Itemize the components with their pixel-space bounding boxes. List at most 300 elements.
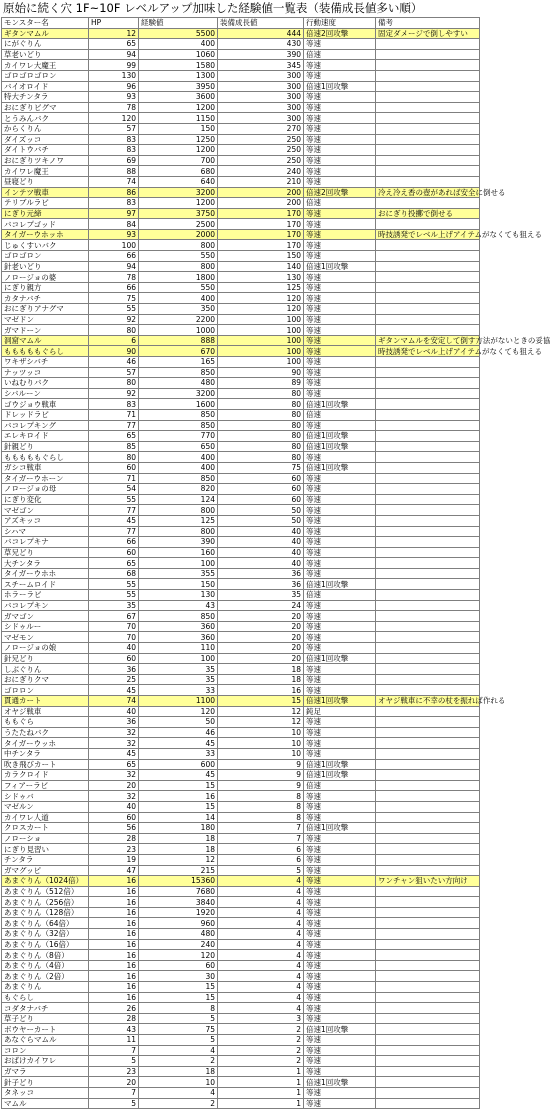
experience-table	[1, 17, 550, 1109]
cell-note	[376, 92, 480, 103]
table-row	[2, 229, 480, 240]
cell-exp: 1200	[139, 198, 218, 209]
cell-growth: 8	[218, 812, 304, 823]
cell-note	[376, 907, 480, 918]
cell-growth: 90	[218, 367, 304, 378]
cell-hp: 83	[89, 198, 139, 209]
cell-growth: 89	[218, 378, 304, 389]
cell-exp: 2200	[139, 314, 218, 325]
table-row	[2, 113, 480, 124]
cell-note	[376, 272, 480, 283]
cell-note	[376, 431, 480, 442]
cell-speed: 等速	[304, 229, 376, 240]
cell-exp: 130	[139, 590, 218, 601]
cell-note	[376, 833, 480, 844]
table-row	[2, 272, 480, 283]
table-row	[2, 674, 480, 685]
cell-growth: 10	[218, 727, 304, 738]
cell-hp: 16	[89, 971, 139, 982]
cell-monster-name: あまぐりん（32倍）	[2, 929, 89, 940]
header-exp: 経験値	[139, 18, 218, 29]
cell-growth: 120	[218, 304, 304, 315]
cell-speed: 等速	[304, 515, 376, 526]
cell-hp: 16	[89, 886, 139, 897]
cell-monster-name: ゴロロン	[2, 685, 89, 696]
cell-growth: 80	[218, 420, 304, 431]
cell-monster-name: ノロージョの娘	[2, 643, 89, 654]
cell-hp: 60	[89, 462, 139, 473]
cell-growth: 345	[218, 60, 304, 71]
cell-growth: 18	[218, 674, 304, 685]
cell-monster-name: ノロージョの母	[2, 484, 89, 495]
cell-exp: 1100	[139, 696, 218, 707]
cell-growth: 250	[218, 134, 304, 145]
cell-note	[376, 49, 480, 60]
cell-growth: 100	[218, 346, 304, 357]
cell-exp: 5	[139, 1035, 218, 1046]
cell-monster-name: からくりん	[2, 123, 89, 134]
table-row	[2, 441, 480, 452]
cell-note	[376, 865, 480, 876]
cell-note: 固定ダメージで倒しやすい	[376, 28, 480, 39]
cell-growth: 40	[218, 537, 304, 548]
cell-note	[376, 134, 480, 145]
table-row	[2, 81, 480, 92]
cell-speed: 等速	[304, 738, 376, 749]
cell-note	[376, 81, 480, 92]
cell-growth: 50	[218, 505, 304, 516]
cell-speed: 倍速2回攻撃	[304, 187, 376, 198]
table-row	[2, 823, 480, 834]
cell-speed: 等速	[304, 558, 376, 569]
cell-growth: 210	[218, 176, 304, 187]
cell-exp: 30	[139, 971, 218, 982]
cell-note: おにぎり投擲で倒せる	[376, 208, 480, 219]
cell-hp: 32	[89, 727, 139, 738]
cell-speed: 等速	[304, 897, 376, 908]
table-row	[2, 918, 480, 929]
cell-hp: 80	[89, 452, 139, 463]
cell-monster-name: いねむりバク	[2, 378, 89, 389]
cell-hp: 35	[89, 600, 139, 611]
cell-monster-name: カラクロイド	[2, 770, 89, 781]
cell-note	[376, 929, 480, 940]
cell-note	[376, 664, 480, 675]
page-title: 原始に続く穴 1F~10F レベルアップ加味した経験値一覧表（装備成長値多い順）	[3, 1, 423, 15]
cell-exp: 650	[139, 441, 218, 452]
cell-speed: 等速	[304, 155, 376, 166]
cell-hp: 74	[89, 176, 139, 187]
cell-speed: 等速	[304, 960, 376, 971]
cell-monster-name: マムル	[2, 1098, 89, 1109]
cell-exp: 120	[139, 950, 218, 961]
cell-note	[376, 39, 480, 50]
cell-hp: 80	[89, 378, 139, 389]
cell-monster-name: バイオロイド	[2, 81, 89, 92]
cell-monster-name: あまぐりん（128倍）	[2, 907, 89, 918]
cell-monster-name: フィアーラビ	[2, 780, 89, 791]
cell-monster-name: マゼルン	[2, 801, 89, 812]
cell-growth: 36	[218, 579, 304, 590]
cell-exp: 3200	[139, 388, 218, 399]
table-row	[2, 611, 480, 622]
cell-note	[376, 960, 480, 971]
cell-hp: 60	[89, 812, 139, 823]
cell-monster-name: コロン	[2, 1045, 89, 1056]
cell-note	[376, 971, 480, 982]
cell-growth: 300	[218, 70, 304, 81]
cell-exp: 1800	[139, 272, 218, 283]
cell-speed: 等速	[304, 547, 376, 558]
cell-exp: 1580	[139, 60, 218, 71]
cell-exp: 850	[139, 409, 218, 420]
cell-hp: 78	[89, 272, 139, 283]
cell-hp: 46	[89, 357, 139, 368]
cell-speed: 等速	[304, 219, 376, 230]
cell-hp: 130	[89, 70, 139, 81]
cell-monster-name: あまぐりん（1024倍）	[2, 876, 89, 887]
cell-note	[376, 812, 480, 823]
cell-exp: 350	[139, 304, 218, 315]
table-row	[2, 1098, 480, 1109]
cell-speed: 等速	[304, 240, 376, 251]
cell-exp: 640	[139, 176, 218, 187]
cell-growth: 4	[218, 929, 304, 940]
cell-exp: 150	[139, 579, 218, 590]
table-row	[2, 155, 480, 166]
cell-growth: 1	[218, 1077, 304, 1088]
cell-note	[376, 844, 480, 855]
cell-monster-name: スチームロイド	[2, 579, 89, 590]
cell-growth: 4	[218, 971, 304, 982]
table-row	[2, 409, 480, 420]
cell-monster-name: 特大チンタラ	[2, 92, 89, 103]
cell-growth: 170	[218, 240, 304, 251]
cell-hp: 16	[89, 960, 139, 971]
cell-note	[376, 738, 480, 749]
cell-growth: 130	[218, 272, 304, 283]
cell-note: 冷え冷え香の壺があれば安全に倒せる	[376, 187, 480, 198]
cell-exp: 35	[139, 664, 218, 675]
table-row	[2, 547, 480, 558]
cell-speed: 等速	[304, 134, 376, 145]
cell-speed: 等速	[304, 727, 376, 738]
cell-hp: 55	[89, 304, 139, 315]
cell-speed: 等速	[304, 346, 376, 357]
cell-exp: 18	[139, 844, 218, 855]
cell-monster-name: タイガーウホーン	[2, 473, 89, 484]
cell-exp: 670	[139, 346, 218, 357]
cell-exp: 400	[139, 293, 218, 304]
cell-monster-name: あまぐりん（256倍）	[2, 897, 89, 908]
cell-speed: 倍速	[304, 780, 376, 791]
cell-note	[376, 314, 480, 325]
table-row	[2, 304, 480, 315]
cell-exp: 15	[139, 801, 218, 812]
cell-monster-name: あまぐりん（2倍）	[2, 971, 89, 982]
cell-note: オヤジ戦車に不幸の杖を振れば作れる	[376, 696, 480, 707]
cell-exp: 60	[139, 960, 218, 971]
cell-hp: 70	[89, 632, 139, 643]
cell-note	[376, 123, 480, 134]
cell-speed: 等速	[304, 304, 376, 315]
cell-speed: 等速	[304, 166, 376, 177]
cell-exp: 1200	[139, 145, 218, 156]
cell-speed: 等速	[304, 1003, 376, 1014]
cell-speed: 等速	[304, 865, 376, 876]
cell-hp: 45	[89, 685, 139, 696]
cell-speed: 等速	[304, 378, 376, 389]
cell-speed: 等速	[304, 452, 376, 463]
cell-note: 時技誘発でレベル上げアイテムがなくても狙える	[376, 346, 480, 357]
cell-hp: 47	[89, 865, 139, 876]
cell-hp: 71	[89, 473, 139, 484]
cell-speed: 等速	[304, 335, 376, 346]
cell-hp: 16	[89, 939, 139, 950]
cell-note	[376, 176, 480, 187]
cell-hp: 6	[89, 335, 139, 346]
cell-hp: 11	[89, 1035, 139, 1046]
cell-exp: 18	[139, 833, 218, 844]
cell-exp: 850	[139, 367, 218, 378]
cell-hp: 94	[89, 261, 139, 272]
cell-monster-name: ガマラ	[2, 1066, 89, 1077]
cell-monster-name: インテツ戦車	[2, 187, 89, 198]
cell-hp: 28	[89, 833, 139, 844]
cell-monster-name: マゼドン	[2, 314, 89, 325]
cell-hp: 57	[89, 123, 139, 134]
cell-hp: 5	[89, 1098, 139, 1109]
cell-growth: 1	[218, 1098, 304, 1109]
cell-note	[376, 854, 480, 865]
cell-hp: 20	[89, 1077, 139, 1088]
cell-monster-name: シドゥバ	[2, 791, 89, 802]
cell-note	[376, 643, 480, 654]
cell-note	[376, 717, 480, 728]
cell-monster-name: シバルーン	[2, 388, 89, 399]
cell-hp: 32	[89, 791, 139, 802]
table-row	[2, 378, 480, 389]
cell-monster-name: あなぐらマムル	[2, 1035, 89, 1046]
cell-exp: 550	[139, 282, 218, 293]
cell-note	[376, 547, 480, 558]
cell-monster-name: おばけカイワレ	[2, 1056, 89, 1067]
table-row	[2, 92, 480, 103]
cell-monster-name: タネッコ	[2, 1087, 89, 1098]
cell-exp: 165	[139, 357, 218, 368]
table-row	[2, 399, 480, 410]
table-row	[2, 897, 480, 908]
cell-growth: 20	[218, 632, 304, 643]
cell-exp: 3950	[139, 81, 218, 92]
cell-speed: 倍速1回攻撃	[304, 81, 376, 92]
cell-note	[376, 282, 480, 293]
cell-note: ワンチャン狙いたい方向け	[376, 876, 480, 887]
cell-speed: 等速	[304, 939, 376, 950]
cell-note	[376, 367, 480, 378]
cell-note	[376, 1024, 480, 1035]
cell-note: 時技誘発でレベル上げアイテムがなくても狙える	[376, 229, 480, 240]
cell-note	[376, 60, 480, 71]
cell-speed: 等速	[304, 907, 376, 918]
cell-hp: 65	[89, 759, 139, 770]
cell-speed: 倍速	[304, 590, 376, 601]
cell-monster-name: バコレプゴッド	[2, 219, 89, 230]
cell-hp: 80	[89, 325, 139, 336]
cell-note	[376, 505, 480, 516]
table-row	[2, 907, 480, 918]
cell-exp: 360	[139, 632, 218, 643]
cell-hp: 66	[89, 251, 139, 262]
cell-exp: 1300	[139, 70, 218, 81]
cell-exp: 8	[139, 1003, 218, 1014]
cell-speed: 倍速2回攻撃	[304, 28, 376, 39]
table-row	[2, 865, 480, 876]
cell-note	[376, 801, 480, 812]
cell-note	[376, 102, 480, 113]
cell-exp: 480	[139, 929, 218, 940]
cell-monster-name: にぎり元締	[2, 208, 89, 219]
cell-growth: 150	[218, 251, 304, 262]
cell-note	[376, 325, 480, 336]
cell-exp: 100	[139, 558, 218, 569]
table-row	[2, 621, 480, 632]
cell-monster-name: マゼモン	[2, 632, 89, 643]
cell-growth: 8	[218, 801, 304, 812]
table-row	[2, 886, 480, 897]
cell-note	[376, 240, 480, 251]
table-row	[2, 462, 480, 473]
cell-growth: 170	[218, 219, 304, 230]
cell-exp: 43	[139, 600, 218, 611]
cell-note	[376, 452, 480, 463]
cell-monster-name: ゴウジョウ戦車	[2, 399, 89, 410]
table-row	[2, 494, 480, 505]
cell-growth: 50	[218, 515, 304, 526]
cell-monster-name: おにぎりクマ	[2, 674, 89, 685]
cell-hp: 93	[89, 229, 139, 240]
cell-growth: 100	[218, 314, 304, 325]
header-growth: 装備成長値	[218, 18, 304, 29]
header-note: 備考	[376, 18, 480, 29]
cell-monster-name: にぎり変化	[2, 494, 89, 505]
cell-hp: 40	[89, 643, 139, 654]
cell-exp: 800	[139, 261, 218, 272]
table-row	[2, 431, 480, 442]
table-row	[2, 367, 480, 378]
cell-growth: 4	[218, 1003, 304, 1014]
cell-speed: 等速	[304, 473, 376, 484]
cell-speed: 等速	[304, 664, 376, 675]
cell-growth: 170	[218, 229, 304, 240]
cell-hp: 56	[89, 823, 139, 834]
cell-hp: 54	[89, 484, 139, 495]
table-row	[2, 102, 480, 113]
cell-hp: 94	[89, 49, 139, 60]
table-row	[2, 971, 480, 982]
cell-hp: 23	[89, 844, 139, 855]
cell-speed: 等速	[304, 674, 376, 685]
cell-growth: 250	[218, 155, 304, 166]
cell-growth: 4	[218, 886, 304, 897]
cell-speed: 等速	[304, 854, 376, 865]
table-row	[2, 187, 480, 198]
cell-growth: 300	[218, 113, 304, 124]
cell-growth: 4	[218, 950, 304, 961]
cell-monster-name: ワキザシバチ	[2, 357, 89, 368]
cell-exp: 33	[139, 748, 218, 759]
cell-exp: 45	[139, 738, 218, 749]
cell-exp: 18	[139, 1066, 218, 1077]
cell-speed: 等速	[304, 39, 376, 50]
cell-monster-name: クロスカート	[2, 823, 89, 834]
cell-note	[376, 1098, 480, 1109]
table-row	[2, 219, 480, 230]
cell-exp: 160	[139, 547, 218, 558]
cell-hp: 86	[89, 187, 139, 198]
cell-speed: 等速	[304, 876, 376, 887]
cell-exp: 46	[139, 727, 218, 738]
cell-exp: 355	[139, 568, 218, 579]
cell-note	[376, 770, 480, 781]
cell-note	[376, 918, 480, 929]
cell-note	[376, 674, 480, 685]
cell-hp: 92	[89, 388, 139, 399]
cell-hp: 100	[89, 240, 139, 251]
cell-note	[376, 780, 480, 791]
cell-hp: 25	[89, 674, 139, 685]
cell-monster-name: しぶぐりん	[2, 664, 89, 675]
table-row	[2, 176, 480, 187]
cell-monster-name: おにぎりツキノワ	[2, 155, 89, 166]
cell-growth: 125	[218, 282, 304, 293]
cell-note	[376, 166, 480, 177]
cell-exp: 800	[139, 526, 218, 537]
table-row	[2, 696, 480, 707]
cell-note	[376, 251, 480, 262]
cell-monster-name: にぎり親方	[2, 282, 89, 293]
cell-note	[376, 653, 480, 664]
table-row	[2, 558, 480, 569]
cell-growth: 15	[218, 696, 304, 707]
cell-exp: 680	[139, 166, 218, 177]
cell-growth: 80	[218, 399, 304, 410]
cell-speed: 倍速1回攻撃	[304, 770, 376, 781]
cell-note	[376, 399, 480, 410]
table-row	[2, 505, 480, 516]
cell-growth: 300	[218, 92, 304, 103]
cell-hp: 83	[89, 134, 139, 145]
cell-growth: 80	[218, 431, 304, 442]
cell-speed: 等速	[304, 176, 376, 187]
cell-exp: 15	[139, 992, 218, 1003]
cell-hp: 71	[89, 409, 139, 420]
table-row	[2, 727, 480, 738]
cell-hp: 20	[89, 780, 139, 791]
table-row	[2, 854, 480, 865]
cell-monster-name: アズキッコ	[2, 515, 89, 526]
cell-note	[376, 823, 480, 834]
cell-exp: 5500	[139, 28, 218, 39]
cell-growth: 170	[218, 208, 304, 219]
cell-monster-name: ホラーラビ	[2, 590, 89, 601]
cell-exp: 2500	[139, 219, 218, 230]
cell-growth: 6	[218, 854, 304, 865]
table-row	[2, 706, 480, 717]
cell-speed: 等速	[304, 484, 376, 495]
table-row	[2, 717, 480, 728]
cell-growth: 430	[218, 39, 304, 50]
